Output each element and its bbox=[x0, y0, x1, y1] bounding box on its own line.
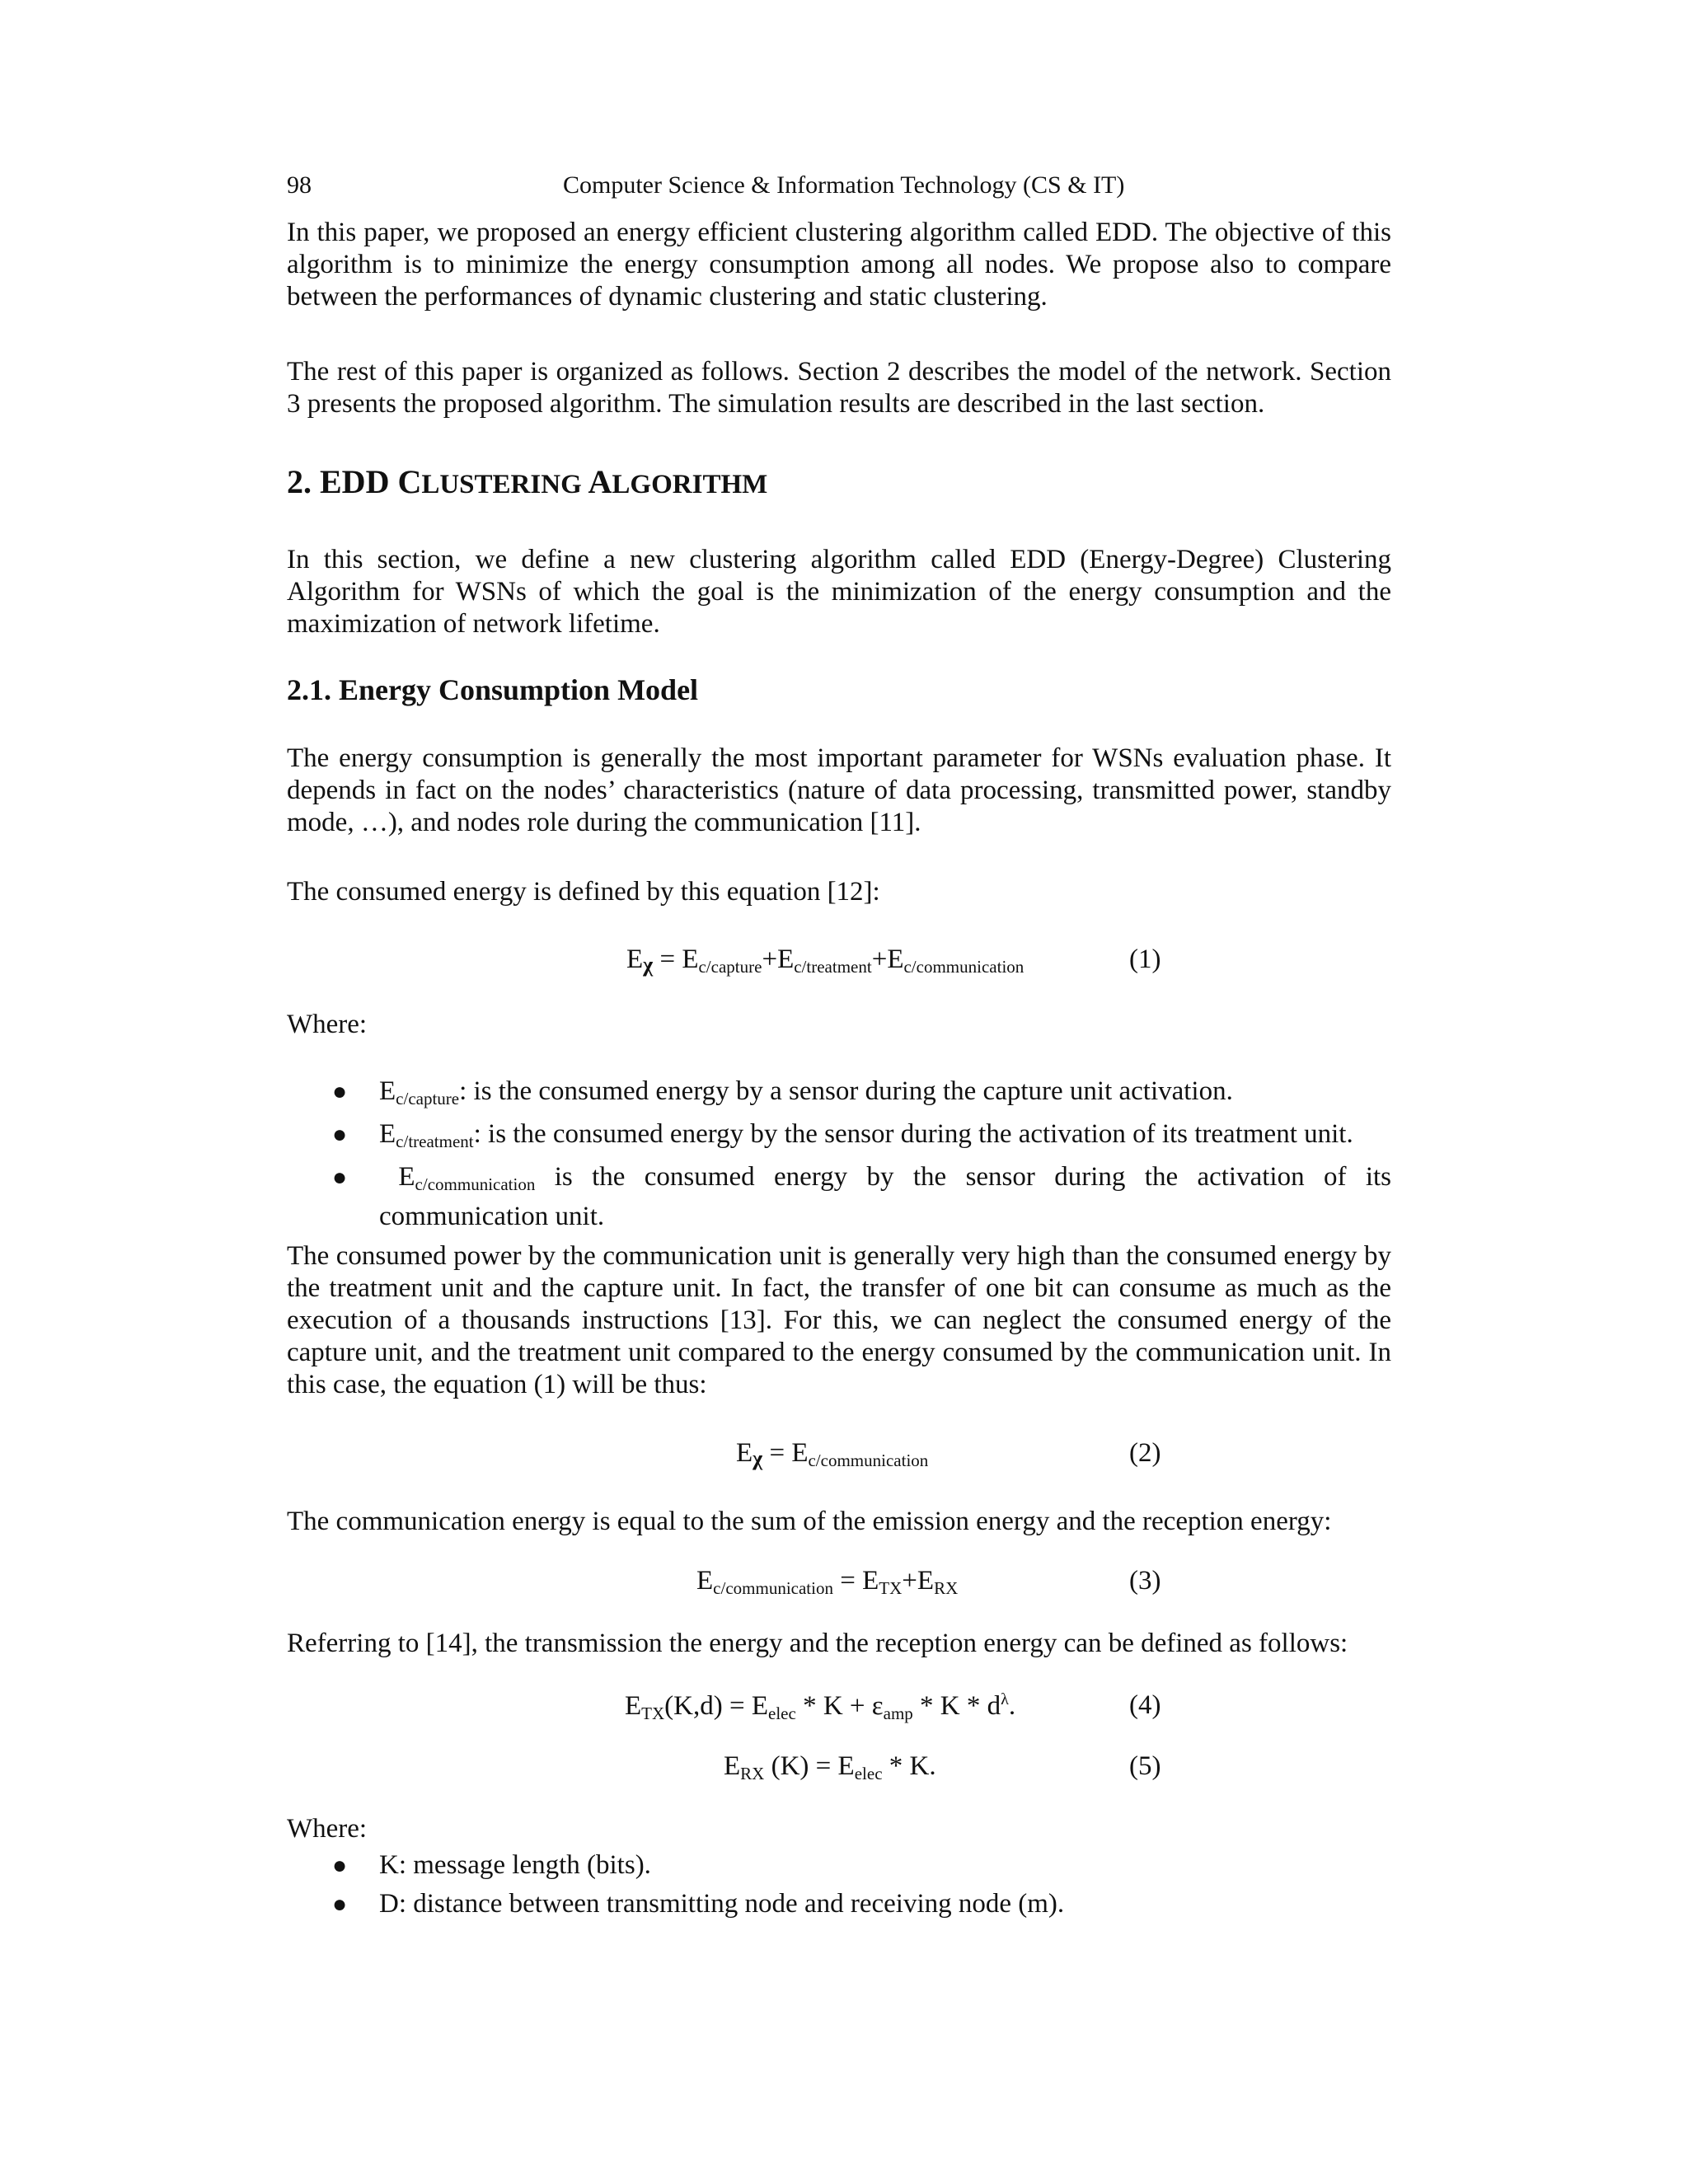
section-title-rest-1: LUSTERING bbox=[421, 470, 582, 499]
page-number: 98 bbox=[287, 171, 312, 199]
equation-1: $E_\chi = E_{c/capture}+E_{c/treatment}+E_{c/communication}$ bbox=[626, 944, 1025, 977]
equation-5-number: (5) bbox=[1129, 1751, 1161, 1781]
where-label-2: Where: bbox=[287, 1814, 368, 1844]
variables-list bbox=[287, 1849, 1391, 1920]
intro-paragraph-1: In this paper, we proposed an energy efficient clustering algorithm called EDD. The objective of this algorithm is to minimize the energy consumption among all nodes. We propose also to compare between the performances of dynamic clustering and static clustering. bbox=[287, 218, 1391, 312]
where-label-1: Where: bbox=[287, 1010, 368, 1039]
bullet-icon: ● bbox=[332, 1852, 348, 1879]
equation-4: $E_{TX}(K,d) = E_{elec} * K + \varepsilon_{amp} * K * d^\lambda$. bbox=[625, 1690, 1016, 1723]
list-item: ● $E_{c/treatment}$: is the consumed energy by the sensor during the activation of its treatment unit. bbox=[332, 1119, 1353, 1151]
intro-paragraph-2: The rest of this paper is organized as follows. Section 2 describes the model of the network. Section 3 presents the proposed algorithm. The simulation results are described in the last section. bbox=[287, 357, 1391, 419]
bullet-icon: ● bbox=[332, 1164, 348, 1191]
bullet-icon: ● bbox=[332, 1121, 348, 1148]
paragraph-communication-power: The consumed power by the communication unit is generally very high than the consumed energy by the treatment unit and the capture unit. In fact, the transfer of one bit can consume as much as the execution of a thousands instructions [13]. For this, we can neglect the consumed energy of the capture unit, and the treatment unit compared to the energy consumed by the communication unit. In this case, the equation (1) will be thus: bbox=[287, 1241, 1391, 1399]
bullet-icon: ● bbox=[332, 1078, 348, 1105]
definitions-list bbox=[287, 1076, 1391, 1233]
equation-2: $E_\chi = E_{c/communication}$ bbox=[736, 1438, 929, 1470]
subsection-heading: 2.1. Energy Consumption Model bbox=[287, 673, 699, 706]
list-item: ● $E_{c/communication}$ is the consumed energy by the sensor during the activation of its communication unit. bbox=[332, 1162, 1391, 1231]
section-title-cap-1: C bbox=[397, 463, 422, 500]
equation-5: $E_{RX}$ $(K) = E_{elec} * K$. bbox=[724, 1751, 936, 1783]
paragraph-transmission-intro: Referring to [14], the transmission the energy and the reception energy can be defined as follows: bbox=[287, 1629, 1348, 1658]
paragraph-energy-consumption: The energy consumption is generally the most important parameter for WSNs evaluation phase. It depends in fact on the nodes’ characteristics (nature of data processing, transmitted power, standby mode, …), and nodes role during the communication [11]. bbox=[287, 743, 1391, 837]
equation-4-number: (4) bbox=[1129, 1690, 1161, 1720]
list-item: ● K: message length (bits). bbox=[332, 1850, 651, 1880]
list-item: ● $E_{c/capture}$: is the consumed energy by a sensor during the capture unit activation. bbox=[332, 1076, 1233, 1108]
section-heading bbox=[287, 462, 767, 501]
equation-1-number: (1) bbox=[1129, 944, 1161, 974]
section-paragraph: In this section, we define a new clustering algorithm called EDD (Energy-Degree) Clustering Algorithm for WSNs of which the goal is the minimization of the energy consumption and the maximization of network lifetime. bbox=[287, 545, 1391, 639]
equation-3-number: (3) bbox=[1129, 1566, 1161, 1596]
paragraph-communication-energy: The communication energy is equal to the sum of the emission energy and the reception energy: bbox=[287, 1507, 1332, 1536]
paragraph-equation-intro: The consumed energy is defined by this equation [12]: bbox=[287, 877, 880, 907]
equation-3: $E_{c/communication} = E_{TX}+E_{RX}$ bbox=[696, 1566, 959, 1598]
section-number: 2. EDD bbox=[287, 463, 398, 500]
equation-2-number: (2) bbox=[1129, 1438, 1161, 1468]
bullet-icon: ● bbox=[332, 1891, 348, 1918]
section-title-cap-2: A bbox=[581, 463, 612, 500]
list-item: ● D: distance between transmitting node and receiving node (m). bbox=[332, 1889, 1065, 1919]
running-header: Computer Science & Information Technology (CS & IT) bbox=[563, 171, 1125, 199]
section-title-rest-2: LGORITHM bbox=[612, 470, 768, 499]
